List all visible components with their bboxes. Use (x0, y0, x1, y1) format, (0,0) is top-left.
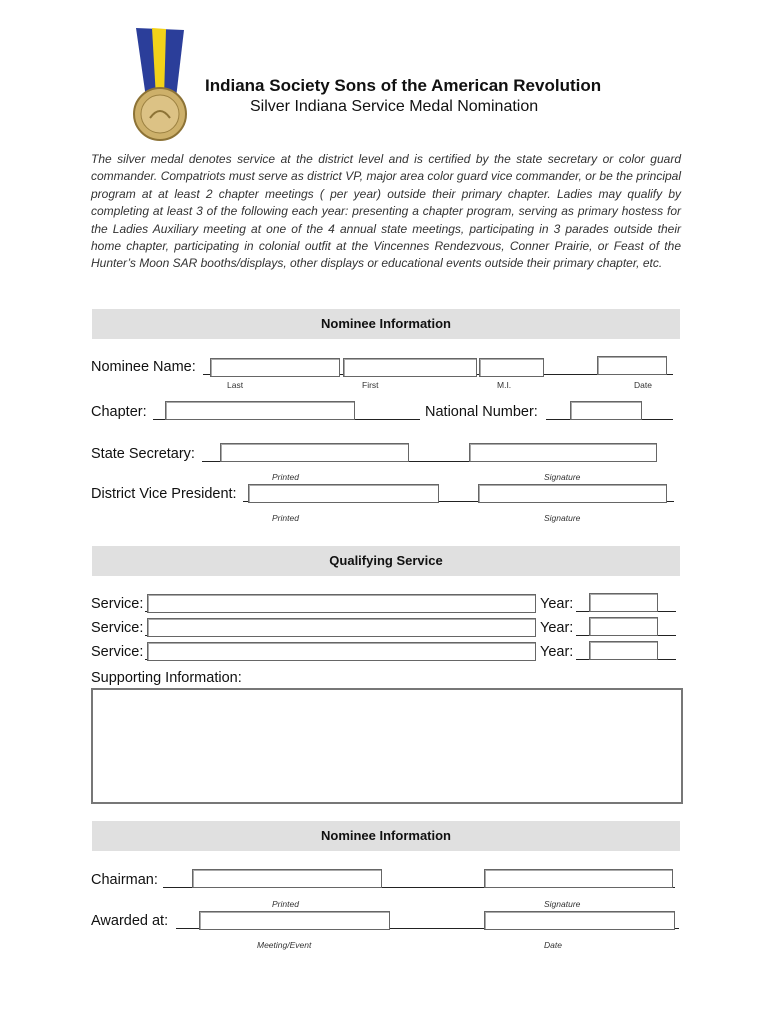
chairman-printed-field[interactable] (192, 869, 382, 888)
dvp-printed-field[interactable] (248, 484, 439, 503)
nominee-last-field[interactable] (210, 358, 340, 377)
year-field-3[interactable] (589, 641, 658, 660)
last-hint: Last (227, 380, 244, 390)
meeting-event-hint: Meeting/Event (257, 940, 312, 950)
awarded-date-hint: Date (544, 940, 562, 950)
signature-hint: Signature (544, 899, 581, 909)
nominee-mi-field[interactable] (479, 358, 544, 377)
first-hint: First (362, 380, 379, 390)
state-secretary-label: State Secretary: (91, 446, 195, 462)
section-heading-nominee: Nominee Information (92, 309, 680, 339)
document-subtitle: Silver Indiana Service Medal Nomination (250, 98, 539, 115)
signature-hint: Signature (544, 513, 581, 523)
supporting-info-textarea[interactable] (91, 688, 683, 804)
chapter-field[interactable] (165, 401, 355, 420)
printed-hint: Printed (272, 513, 299, 523)
nominee-first-field[interactable] (343, 358, 477, 377)
service-label-1: Service: (91, 596, 144, 612)
nominee-name-label: Nominee Name: (91, 359, 196, 375)
service-field-1[interactable] (147, 594, 536, 613)
medal-icon (128, 26, 190, 144)
printed-hint: Printed (272, 899, 299, 909)
chairman-signature-field[interactable] (484, 869, 673, 888)
signature-hint: Signature (544, 472, 581, 482)
year-label-3: Year: (540, 644, 574, 660)
printed-hint: Printed (272, 472, 299, 482)
year-field-2[interactable] (589, 617, 658, 636)
awarded-meeting-field[interactable] (199, 911, 390, 930)
chapter-label: Chapter: (91, 404, 147, 420)
service-field-2[interactable] (147, 618, 536, 637)
service-label-3: Service: (91, 644, 144, 660)
state-secretary-signature-field[interactable] (469, 443, 657, 462)
awarded-at-label: Awarded at: (91, 913, 169, 929)
nominee-date-field[interactable] (597, 356, 667, 375)
national-number-label: National Number: (425, 404, 538, 420)
chairman-label: Chairman: (91, 872, 158, 888)
service-field-3[interactable] (147, 642, 536, 661)
year-field-1[interactable] (589, 593, 658, 612)
awarded-date-field[interactable] (484, 911, 675, 930)
year-label-1: Year: (540, 596, 574, 612)
section-heading-qualifying: Qualifying Service (92, 546, 680, 576)
national-number-field[interactable] (570, 401, 642, 420)
supporting-info-label: Supporting Information: (91, 670, 242, 686)
state-secretary-printed-field[interactable] (220, 443, 409, 462)
mi-hint: M.I. (497, 380, 512, 390)
dvp-signature-field[interactable] (478, 484, 667, 503)
section-heading-nominee-2: Nominee Information (92, 821, 680, 851)
date-hint: Date (634, 380, 652, 390)
service-label-2: Service: (91, 620, 144, 636)
intro-paragraph: The silver medal denotes service at the district level and is certified by the state secretary or color guard commander. Compatriots must serve as district VP, major area color guard vice commander, or be the principal program at at least 2 chapter meetings ( per year) outside their primary chapter. Ladies may qualify by completing at least 3 of the following each year: presenting a chapter program, serving as primary hostess for the Ladies Auxiliary meeting at one of the 4 annual state meetings, participating in 3 parades outside their home chapter, participating in colonial outfit at the Vincennes Rendezvous, Conner Prairie, or Feast of the Hunter’s Moon SAR booths/displays, other displays or educational events outside their primary chapter, etc. (91, 152, 681, 271)
document-title: Indiana Society Sons of the American Revolution (205, 76, 602, 95)
dvp-label: District Vice President: (91, 486, 237, 502)
year-label-2: Year: (540, 620, 574, 636)
